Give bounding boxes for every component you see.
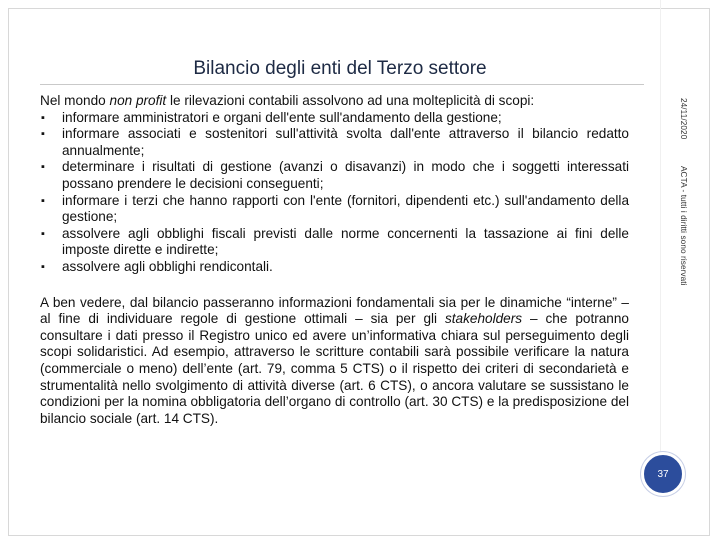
list-item <box>40 259 629 276</box>
title-divider <box>40 84 644 85</box>
list-item <box>40 226 629 259</box>
page-number: 37 <box>657 468 669 480</box>
bullet-text: determinare i risultati di gestione (avanzi o disavanzi) in modo che i soggetti interessati possano prendere le decisioni conseguenti; <box>62 159 629 191</box>
list-item <box>40 159 629 192</box>
bullet-icon: ▪ <box>41 194 45 207</box>
intro-after: le rilevazioni contabili assolvono ad una molteplicità di scopi: <box>166 93 535 108</box>
bullet-icon: ▪ <box>41 260 45 273</box>
bullet-icon: ▪ <box>41 227 45 240</box>
paragraph-emphasis: stakeholders <box>444 311 523 327</box>
bullet-text: informare i terzi che hanno rapporti con l'ente (fornitori, dipendenti etc.) sull'andamento della gestione; <box>62 192 629 225</box>
list-item <box>40 110 629 127</box>
page-number-badge <box>641 452 685 496</box>
side-label: ACTA - tutti i diritti sono riservati <box>679 166 688 286</box>
bullet-icon: ▪ <box>41 111 45 124</box>
list-item <box>40 193 629 226</box>
bullet-icon: ▪ <box>41 128 45 141</box>
side-date: 24/11/2020 <box>679 98 688 140</box>
bullet-text: assolvere agli obblighi rendicontali. <box>62 258 273 274</box>
side-footer <box>674 98 688 328</box>
paragraph-part-2: – che potranno consultare i dati presso il Registro unico ed avere un’informativa chiara sul perseguimento degli scopi solidaristici. Ad esempio, attraverso le scritture contabili sarà possibile verificare la natura (commerciale o meno) dell’ente (art. 79, comma 5 CTS) o il rispetto dei criteri di secondarietà e strumentalità nello svolgimento di attività diverse (art. 6 CTS), o ancora valutare se sussistano le condizioni per la nomina obbligatoria dell’organo di controllo (art. 30 CTS) e la predisposizione del bilancio sociale (art. 14 CTS). <box>40 311 629 426</box>
intro-before: Nel mondo <box>40 93 110 108</box>
bullet-text: informare associati e sostenitori sull'attività svolta dall'ente attraverso il bilancio redatto annualmente; <box>62 126 629 158</box>
paragraph-part-1: A ben vedere, dal bilancio passeranno informazioni fondamentali sia per le dinamiche “interne” – al fine di individuare regole di gestione ottimali – sia per gli <box>40 294 629 327</box>
slide-content <box>40 93 629 427</box>
bullet-text: assolvere agli obblighi fiscali previsti dalle norme concernenti la tassazione ai fini delle imposte dirette e indirette; <box>62 225 629 258</box>
intro-text <box>40 93 629 110</box>
bullet-text: informare amministratori e organi dell'ente sull'andamento della gestione; <box>62 109 502 125</box>
slide-title: Bilancio degli enti del Terzo settore <box>193 58 487 79</box>
bullet-icon: ▪ <box>41 161 45 174</box>
list-item <box>40 126 629 159</box>
body-paragraph <box>40 295 629 428</box>
bullet-list <box>40 110 629 276</box>
intro-emphasis: non profit <box>109 93 167 108</box>
